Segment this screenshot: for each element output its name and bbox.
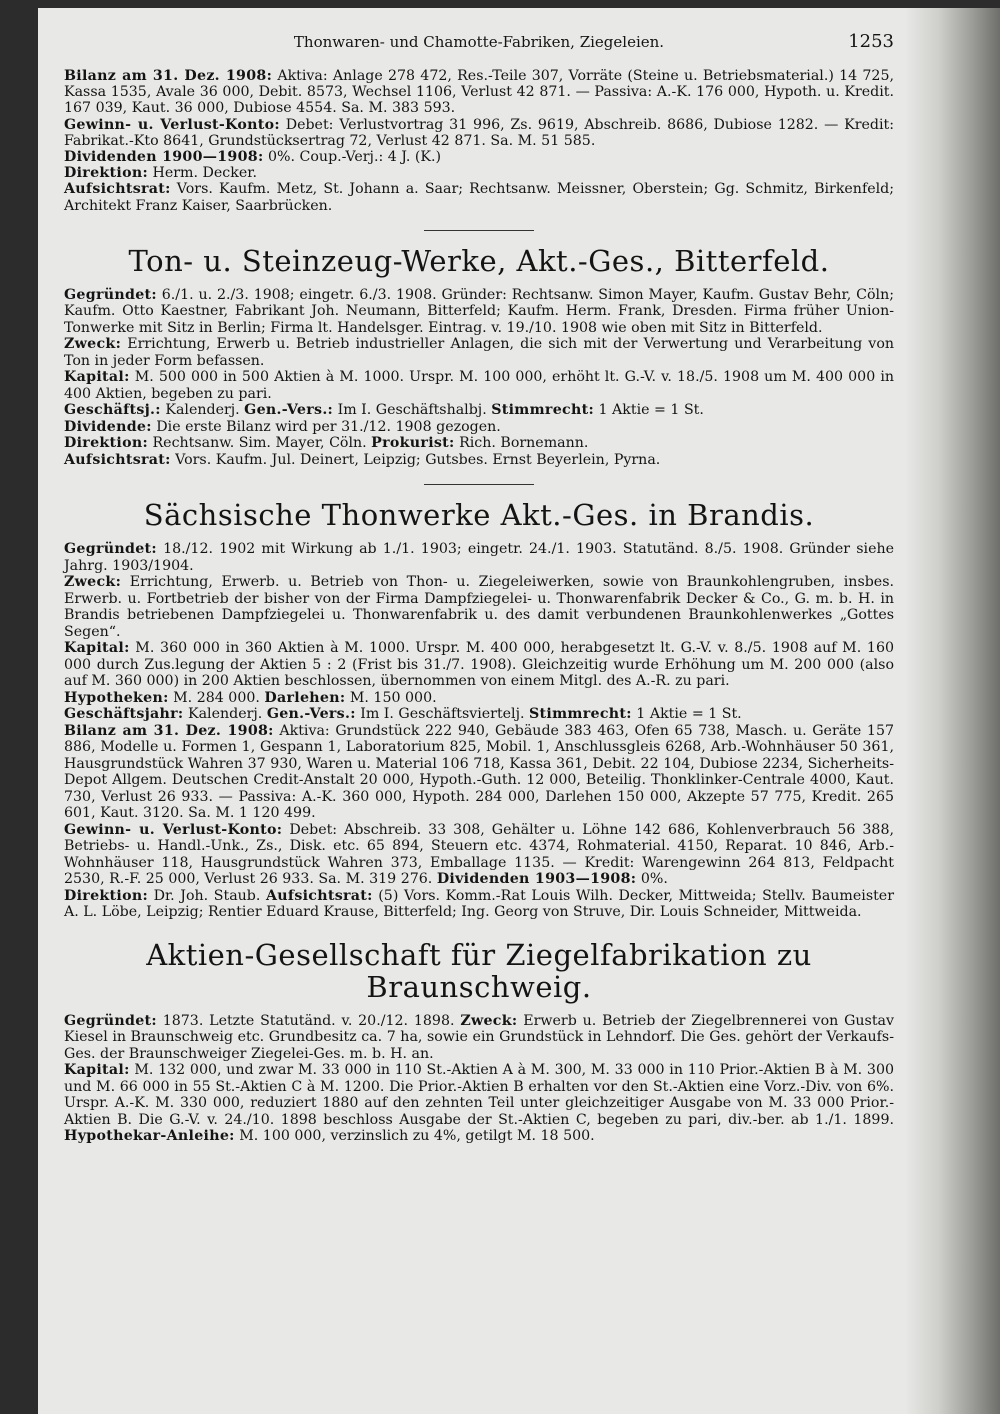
label-geschaeftsjahr: Geschäftsj.: [64, 402, 161, 419]
label-direktion: Direktion: [64, 165, 148, 182]
label-prokurist: Prokurist: [371, 435, 455, 452]
text-gewinn-verlust: Debet: Abschreib. 33 308, Gehälter u. Löhne 142 686, Kohlenverbrauch 56 388, Betriebs- u. Handl.-Unk., Zs., Disk. etc. 65 894, Steuern etc. 4374, Rohmaterial. 4150, Reparat. 10 846, Arb.-Wohnhäuser 118, Hausgrundstück Wahren 373, Emballage 1135. — Kredit: Warengewinn 264 813, Feldpacht 2530, R.-F. 25 000, Verlust 26 933. Sa. M. 319 276. [64, 821, 894, 888]
paragraph-direktion [64, 435, 894, 452]
text-gewinn-verlust: Debet: Verlustvortrag 31 996, Zs. 9619, Abschreib. 8686, Dubiose 1282. — Kredit: Fabrikat.-Kto 8641, Grundstücksertrag 72, Verlust 42 871. Sa. M. 51 585. [64, 116, 894, 149]
paragraph-bilanz [64, 723, 894, 822]
paragraph-kapital [64, 369, 894, 402]
label-bilanz: Bilanz am 31. Dez. 1908: [64, 722, 274, 739]
text-kapital: M. 360 000 in 360 Aktien à M. 1000. Urspr. M. 400 000, herabgesetzt lt. G.-V. v. 8./5. 1908 auf M. 160 000 durch Zus.legung der Aktien 5 : 2 (Frist bis 31./7. 1908). Gleichzeitig wurde Erhöhung um M. 200 000 (also auf M. 360 000) in 200 Aktien beschlossen, übernommen von einem Mitgl. des A.-R. zu pari. [64, 640, 894, 690]
paragraph-dividende [64, 419, 894, 436]
label-kapital: Kapital: [64, 369, 130, 386]
paragraph-geschaeftsjahr [64, 402, 894, 419]
text-kapital: M. 500 000 in 500 Aktien à M. 1000. Urspr. M. 100 000, erhöht lt. G.-V. v. 18./5. 1908 um M. 400 000 in 400 Aktien, begeben zu pari. [64, 369, 894, 402]
paragraph-aufsichtsrat [64, 181, 894, 213]
paragraph-gewinn-verlust [64, 822, 894, 888]
text-gegruendet: 1873. Letzte Statutänd. v. 20./12. 1898. [156, 1012, 461, 1029]
label-gewinn-verlust: Gewinn- u. Verlust-Konto: [64, 821, 283, 838]
paragraph-dividenden [64, 149, 894, 165]
separator-rule [424, 484, 534, 485]
text-hypotheken: M. 284 000. [168, 689, 265, 706]
label-gegruendet: Gegründet: [64, 286, 157, 303]
label-aufsichtsrat: Aufsichtsrat: [64, 451, 171, 468]
label-zweck: Zweck: [460, 1012, 518, 1029]
entry-saechsische-thonwerke [64, 499, 894, 921]
paragraph-gewinn-verlust [64, 117, 894, 149]
text-dividenden: 0%. Coup.-Verj.: 4 J. (K.) [263, 149, 442, 166]
text-geschaeftsjahr: Kalenderj. [160, 402, 245, 419]
entry-title: Ton- u. Steinzeug-Werke, Akt.-Ges., Bitterfeld. [128, 243, 830, 278]
paragraph-gegruendet [64, 541, 894, 574]
text-direktion: Herm. Decker. [147, 165, 257, 182]
text-aufsichtsrat: (5) Vors. Komm.-Rat Louis Wilh. Decker, Mittweida; Stellv. Baumeister A. L. Löbe, Leipzig; Rentier Eduard Krause, Bitterfeld; Ing. Georg von Struve, Dir. Louis Schneider, Mittweida. [64, 887, 894, 921]
text-dividende: Die erste Bilanz wird per 31./12. 1908 gezogen. [151, 418, 501, 435]
entry-title: Aktien-Gesellschaft für Ziegelfabrikation zu Braunschweig. [146, 937, 812, 1004]
label-dividenden: Dividenden 1903—1908: [436, 871, 637, 888]
label-kapital: Kapital: [64, 640, 130, 657]
label-darlehen: Darlehen: [264, 689, 346, 706]
page-number: 1253 [848, 31, 894, 52]
label-zweck: Zweck: [64, 336, 122, 353]
label-aufsichtsrat: Aufsichtsrat: [266, 887, 373, 904]
entry-ton-steinzeug-werke [64, 245, 894, 469]
text-direktion: Rechtsanw. Sim. Mayer, Cöln. [147, 435, 372, 452]
text-geschaeftsjahr: Kalenderj. [183, 706, 267, 723]
label-gegruendet: Gegründet: [64, 541, 157, 558]
running-header [64, 31, 894, 58]
text-zweck: Erwerb u. Betrieb der Ziegelbrennerei von Gustav Kiesel in Braunschweig etc. Grundbesitz ca. 7 ha, sowie ein Grundstück in Lehndorf. Die Ges. gehört der Verkaufs-Ges. der Braunschweiger Ziegelei-Ges. m. b. H. an. [64, 1012, 894, 1062]
paragraph-kapital [64, 1062, 894, 1145]
paragraph-kapital [64, 640, 894, 690]
label-hypotheken: Hypotheken: [64, 689, 169, 706]
text-darlehen: M. 150 000. [345, 689, 437, 706]
label-gen-vers: Gen.-Vers.: [244, 402, 334, 419]
text-stimmrecht: 1 Aktie = 1 St. [631, 706, 742, 723]
page-gutter-shadow [905, 8, 1000, 1414]
text-dividenden: 0%. [636, 871, 668, 888]
label-bilanz: Bilanz am 31. Dez. 1908: [64, 68, 273, 84]
label-dividenden: Dividenden 1900—1908: [64, 149, 264, 166]
label-gegruendet: Gegründet: [64, 1012, 157, 1029]
text-direktion: Dr. Joh. Staub. [147, 887, 266, 904]
text-aufsichtsrat: Vors. Kaufm. Jul. Deinert, Leipzig; Gutsbes. Ernst Beyerlein, Pyrna. [170, 451, 661, 468]
label-direktion: Direktion: [64, 887, 148, 904]
text-bilanz: Aktiva: Grundstück 222 940, Gebäude 383 463, Ofen 65 738, Masch. u. Geräte 157 886, Modelle u. Formen 1, Gespann 1, Laboratorium 825, Mobil. 1, Anschlussgleis 6268, Arb.-Wohnhäuser 50 361, Hausgrundstück Wahren 37 930, Waren u. Material 106 718, Kassa 361, Debit. 22 104, Dubiose 2234, Sicherheits-Depot Allgem. Deutschen Credit-Anstalt 20 000, Hypoth.-Guth. 12 000, Beteilig. Thonklinker-Centrale 4000, Kaut. 730, Verlust 26 933. — Passiva: A.-K. 360 000, Hypoth. 284 000, Darlehen 150 000, Akzepte 57 775, Kredit. 265 601, Kaut. 3120. Sa. M. 1 120 499. [64, 722, 895, 822]
paragraph-aufsichtsrat [64, 452, 894, 469]
entry-ziegelfabrikation-braunschweig [64, 939, 894, 1145]
paragraph-gegruendet [64, 287, 894, 337]
label-hypothekar-anleihe: Hypothekar-Anleihe: [64, 1128, 235, 1145]
label-stimmrecht: Stimmrecht: [529, 706, 632, 723]
paragraph-hypotheken [64, 690, 894, 707]
text-zweck: Errichtung, Erwerb u. Betrieb industrieller Anlagen, die sich mit der Verwertung und Verarbeitung von Ton in jeder Form befassen. [64, 336, 894, 369]
running-title: Thonwaren- und Chamotte-Fabriken, Ziegeleien. [293, 33, 665, 51]
entry-title: Sächsische Thonwerke Akt.-Ges. in Brandis. [143, 498, 815, 533]
paragraph-direktion [64, 165, 894, 181]
label-gewinn-verlust: Gewinn- u. Verlust-Konto: [64, 116, 280, 133]
paragraph-zweck [64, 336, 894, 369]
text-zweck: Errichtung, Erwerb. u. Betrieb von Thon- u. Ziegeleiwerken, sowie von Braunkohlengruben, insbes. Erwerb. u. Fortbetrieb der bisher von der Firma Dampfziegelei- u. Thonwarenfabrik Decker & Co., G. m. b. H. in Brandis betriebenen Dampfziegelei u. Thonwarenfabrik u. des damit verbundenen Braunkohlenwerkes „Gottes Segen“. [64, 574, 894, 640]
scanned-page [38, 8, 1000, 1414]
page-content [64, 31, 895, 1145]
paragraph-gegruendet [64, 1013, 894, 1063]
paragraph-geschaeftsjahr [64, 706, 894, 723]
text-bilanz: Aktiva: Anlage 278 472, Res.-Teile 307, Vorräte (Steine u. Betriebsmaterial.) 14 725, Kassa 1535, Avale 36 000, Debit. 8573, Wechsel 1106, Verlust 42 871. — Passiva: A.-K. 176 000, Hypoth. u. Kredit. 167 039, Kaut. 36 000, Dubiose 4554. Sa. M. 383 593. [64, 68, 894, 117]
label-dividende: Dividende: [64, 418, 152, 435]
text-gegruendet: 6./1. u. 2./3. 1908; eingetr. 6./3. 1908. Gründer: Rechtsanw. Simon Mayer, Kaufm. Gustav Behr, Cöln; Kaufm. Otto Kaestner, Fabrikant Joh. Neumann, Bitterfeld; Kaufm. Herm. Frank, Dresden. Firma früher Union-Tonwerke mit Sitz in Berlin; Firma lt. Handelsger. Eintrag. v. 19./10. 1908 wie oben mit Sitz in Bitterfeld. [64, 286, 894, 336]
label-kapital: Kapital: [64, 1062, 130, 1079]
separator-rule [424, 230, 534, 231]
label-direktion: Direktion: [64, 435, 148, 452]
label-aufsichtsrat: Aufsichtsrat: [64, 181, 171, 198]
text-gegruendet: 18./12. 1902 mit Wirkung ab 1./1. 1903; eingetr. 24./1. 1903. Statutänd. 8./5. 1908. Gründer siehe Jahrg. 1903/1904. [64, 541, 894, 574]
text-kapital: M. 132 000, und zwar M. 33 000 in 110 St.-Aktien A à M. 300, M. 33 000 in 110 Prior.-Aktien B à M. 300 und M. 66 000 in 55 St.-Aktien C à M. 1200. Die Prior.-Aktien B erhalten vor den St.-Aktien eine Vorz.-Div. von 6%. Urspr. A.-K. M. 330 000, reduziert 1880 auf den zehnten Teil unter gleichzeitiger Ausgabe von M. 33 000 Prior.-Aktien B. Die G.-V. v. 24./10. 1898 beschloss Ausgabe der St.-Aktien C, begeben zu pari, div.-ber. ab 1./1. 1899. [64, 1062, 894, 1128]
paragraph-direktion [64, 888, 894, 921]
text-stimmrecht: 1 Aktie = 1 St. [593, 402, 704, 419]
label-geschaeftsjahr: Geschäftsjahr: [64, 706, 184, 723]
paragraph-bilanz [64, 68, 894, 117]
text-gen-vers: Im I. Geschäftshalbj. [333, 402, 492, 419]
text-hypothekar-anleihe: M. 100 000, verzinslich zu 4%, getilgt M. 18 500. [234, 1128, 595, 1145]
text-aufsichtsrat: Vors. Kaufm. Metz, St. Johann a. Saar; Rechtsanw. Meissner, Oberstein; Gg. Schmitz, Birkenfeld; Architekt Franz Kaiser, Saarbrücken. [64, 181, 894, 214]
text-prokurist: Rich. Bornemann. [454, 435, 589, 452]
paragraph-zweck [64, 574, 894, 640]
label-zweck: Zweck: [64, 574, 122, 591]
entry-previous-continued [64, 68, 894, 214]
label-stimmrecht: Stimmrecht: [491, 402, 594, 419]
text-gen-vers: Im I. Geschäftsviertelj. [355, 706, 530, 723]
label-gen-vers: Gen.-Vers.: [266, 706, 356, 723]
